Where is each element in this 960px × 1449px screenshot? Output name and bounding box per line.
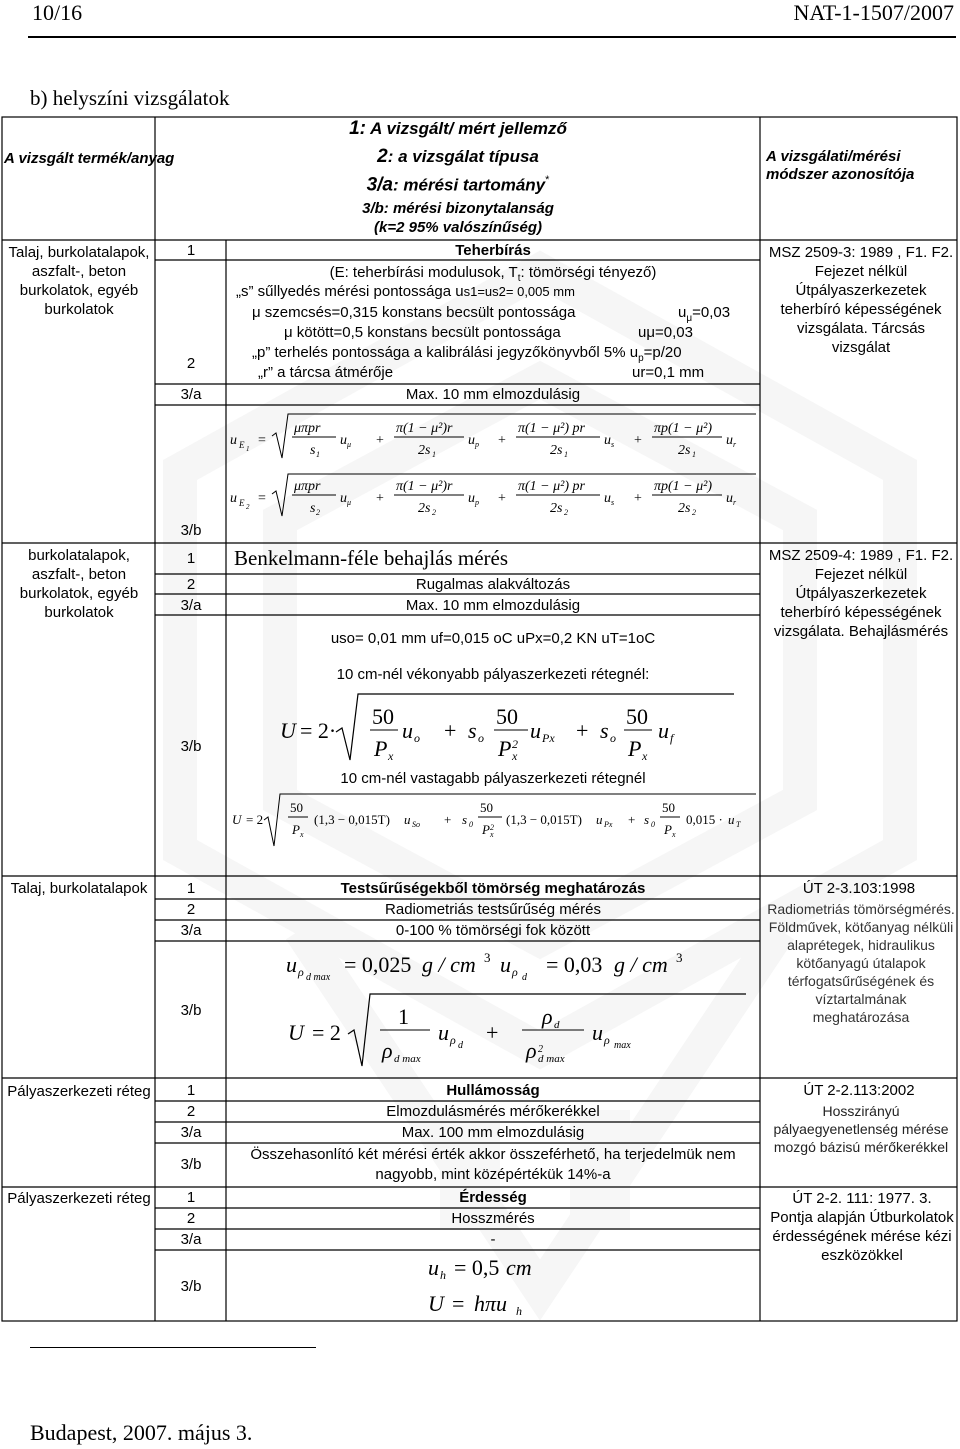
svg-text:u: u [604, 433, 611, 448]
svg-text:3: 3 [676, 950, 683, 965]
svg-text:u: u [726, 491, 733, 506]
header-product: A vizsgált termék/anyag [4, 150, 175, 167]
row-index: 3/a [180, 597, 202, 614]
svg-text:ρ: ρ [526, 1038, 537, 1063]
svg-text:u: u [468, 433, 475, 448]
svg-text:πp(1 − μ²): πp(1 − μ²) [654, 479, 713, 494]
svg-text:u: u [404, 812, 411, 827]
range-value: Max. 100 mm elmozdulásig [401, 1124, 585, 1141]
svg-text:50: 50 [496, 704, 518, 729]
svg-text:+: + [576, 718, 589, 743]
svg-text:μ: μ [347, 498, 352, 507]
svg-text:2: 2 [512, 737, 518, 751]
svg-text:d max: d max [306, 972, 331, 983]
svg-text:0,015 ·: 0,015 · [686, 812, 723, 827]
svg-text:= 0,025: = 0,025 [344, 952, 412, 977]
characteristic-label: Testsűrűségekből tömörség meghatározás [340, 880, 646, 897]
svg-text:1: 1 [398, 1004, 409, 1029]
svg-text:s: s [462, 812, 468, 827]
footer-place-date: Budapest, 2007. május 3. [30, 1420, 253, 1445]
characteristic-label: Hullámosság [446, 1082, 540, 1099]
r-diameter-value: ur=0,1 mm [632, 364, 705, 381]
r-diameter-line: „r” a tárcsa átmérője [258, 364, 394, 381]
method-cell: ÚT 2-2.113:2002 [803, 1082, 915, 1099]
svg-text:u: u [438, 1020, 449, 1045]
header-confidence: (k=2 95% valószínűség) [374, 219, 542, 236]
svg-text:+: + [634, 433, 642, 448]
svg-text:u: u [728, 812, 735, 827]
svg-text:x: x [642, 749, 648, 763]
svg-text:u: u [530, 718, 541, 743]
svg-text:p: p [475, 440, 479, 449]
row-index: 3/b [180, 1002, 202, 1019]
svg-text:u: u [596, 812, 603, 827]
mu-cohesive-value: uμ=0,03 [638, 324, 693, 341]
row-index: 2 [186, 576, 196, 593]
test-type: Hosszmérés [451, 1210, 535, 1227]
svg-text:2s: 2s [418, 501, 431, 516]
svg-text:μπpr: μπpr [294, 479, 321, 494]
svg-text:o: o [478, 731, 484, 745]
svg-text:P: P [482, 822, 490, 837]
svg-text:+: + [498, 433, 506, 448]
svg-text:So: So [412, 820, 420, 829]
svg-text:2: 2 [692, 508, 696, 517]
svg-text:h: h [516, 1304, 522, 1318]
section-title: b) helyszíni vizsgálatok [30, 86, 230, 110]
svg-text:u: u [604, 491, 611, 506]
row-index: 2 [186, 355, 196, 372]
svg-text:d max: d max [394, 1053, 421, 1065]
svg-text:0: 0 [469, 820, 473, 829]
svg-text:s: s [611, 498, 615, 507]
svg-text:2: 2 [538, 1044, 543, 1055]
row-index: 3/b [180, 1278, 202, 1295]
svg-text:2: 2 [432, 508, 436, 517]
svg-text:50: 50 [662, 800, 675, 815]
svg-text:=: = [258, 491, 266, 506]
teherbiras-note: (E: teherbírási modulusok, $T_t$: tömörségi tényező) [329, 264, 657, 284]
svg-text:ρ: ρ [298, 965, 304, 979]
svg-text:d: d [554, 1019, 560, 1031]
p-load-line: „p” terhelés pontossága a kalibrálási jegyzőkönyvből 5% $u_p=p/20$ [252, 344, 682, 364]
svg-text:u: u [230, 433, 237, 448]
range-value: Max. 10 mm elmozdulásig [405, 386, 581, 403]
thick-layer-label: 10 cm-nél vastagabb pályaszerkezeti rétegnél [340, 770, 646, 787]
svg-text:ρ: ρ [382, 1038, 393, 1063]
svg-text:50: 50 [626, 704, 648, 729]
svg-text:U: U [232, 812, 242, 827]
input-uncertainties: uso= 0,01 mm uf=0,015 oC uPx=0,2 KN uT=1oC [330, 630, 656, 647]
range-value: - [490, 1231, 496, 1248]
svg-text:d: d [522, 972, 527, 983]
method-description: Hosszirányú pályaegyenetlenség mérése mozgó bázisú mérőkerékkel [773, 1103, 949, 1155]
svg-text:u: u [592, 1020, 603, 1045]
svg-text:f: f [670, 731, 674, 745]
mu-granular-line: μ szemcsés=0,315 konstans becsült pontossága [252, 304, 576, 321]
svg-text:ρ: ρ [450, 1033, 456, 1047]
product-cell: burkolatalapok, aszfalt-, beton burkolatok, egyéb burkolatok [19, 547, 139, 621]
uncertainty-formula-density [280, 942, 750, 1074]
svg-text:u: u [340, 491, 347, 506]
svg-text:x: x [672, 830, 676, 839]
svg-text:s: s [310, 501, 316, 516]
svg-text:U: U [288, 1020, 304, 1045]
mu-cohesive-line: μ kötött=0,5 konstans becsült pontossága [284, 324, 561, 341]
svg-text:+: + [486, 1020, 499, 1045]
svg-text:2s: 2s [678, 501, 691, 516]
method-cell: MSZ 2509-4: 1989 , F1. F2. Fejezet nélkül Útpályaszerkezetek teherbíró képességének vizsgálata. Behajlásmérés [768, 547, 954, 640]
test-type: Rugalmas alakváltozás [415, 576, 571, 593]
svg-text:1: 1 [432, 450, 436, 459]
svg-text:= 2: = 2 [246, 812, 264, 827]
svg-text:T: T [736, 820, 741, 829]
row-index: 3/a [180, 922, 202, 939]
svg-text:s: s [468, 718, 477, 743]
page-number: 10/16 [32, 0, 83, 25]
svg-text:1: 1 [246, 445, 250, 453]
svg-text:P: P [498, 736, 512, 761]
svg-text:u: u [286, 952, 297, 977]
header-range: 3/a: mérési tartomány* [366, 174, 550, 196]
uncertainty-formula-e1-e2 [228, 406, 758, 524]
svg-text:u: u [340, 433, 347, 448]
svg-text:u: u [726, 433, 733, 448]
svg-text:x: x [300, 830, 304, 839]
svg-text:u: u [468, 491, 475, 506]
product-cell: Pályaszerkezeti réteg [7, 1190, 151, 1207]
uncertainty-text: Összehasonlító két mérési érték akkor összeférhető, ha terjedelmük nem nagyobb, mint középértékük 14%-a [250, 1146, 736, 1183]
range-value: Max. 10 mm elmozdulásig [405, 597, 581, 614]
svg-text:x: x [388, 749, 394, 763]
svg-text:2s: 2s [550, 443, 563, 458]
characteristic-label: Teherbírás [455, 242, 531, 259]
svg-text:2s: 2s [550, 501, 563, 516]
header-characteristic: 1: A vizsgált/ mért jellemző [349, 118, 567, 139]
svg-text:3: 3 [484, 950, 491, 965]
svg-text:E: E [239, 440, 245, 450]
mu-granular-value: $u_\mu=0,03$ [678, 304, 731, 324]
product-cell: Pályaszerkezeti réteg [7, 1083, 151, 1100]
svg-text:+: + [376, 491, 384, 506]
test-type: Radiometriás testsűrűség mérés [385, 901, 601, 918]
svg-text:d max: d max [538, 1053, 565, 1065]
svg-text:u: u [658, 718, 669, 743]
svg-text:ρ: ρ [512, 965, 518, 979]
svg-text:π(1 − μ²) pr: π(1 − μ²) pr [518, 421, 585, 436]
row-index: 1 [186, 1189, 196, 1206]
svg-text:u: u [230, 491, 237, 506]
svg-text:= 0,03: = 0,03 [546, 952, 603, 977]
svg-text:(1,3 − 0,015T): (1,3 − 0,015T) [506, 812, 582, 827]
svg-text:P: P [292, 822, 300, 837]
svg-text:u: u [428, 1255, 439, 1280]
svg-text:g / cm: g / cm [614, 952, 668, 977]
svg-text:x: x [490, 830, 494, 839]
svg-text:hπu: hπu [474, 1291, 508, 1316]
product-cell: Talaj, burkolatalapok [10, 880, 148, 897]
method-description: Radiometriás tömörségmérés. Földművek, kötőanyag nélküli alaprétegek, hidraulikus kötőanyagú útalapok térfogatsűrűségének és víztartalmának meghatározása [767, 901, 955, 1025]
row-index: 1 [186, 1082, 196, 1099]
svg-text:P: P [374, 736, 388, 761]
row-index: 3/a [180, 1124, 202, 1141]
s-precision-line: „s” sűllyedés mérési pontossága us1=us2= 0,005 mm [236, 283, 575, 300]
svg-text:d: d [458, 1040, 463, 1051]
svg-text:cm: cm [506, 1255, 532, 1280]
thin-layer-label: 10 cm-nél vékonyabb pályaszerkezeti rétegnél: [336, 666, 650, 683]
footnote-divider [30, 1347, 316, 1348]
header-method: A vizsgálati/mérési módszer azonosítója [766, 148, 915, 183]
svg-text:(1,3 − 0,015T): (1,3 − 0,015T) [314, 812, 390, 827]
svg-text:s: s [310, 443, 316, 458]
header-uncertainty: 3/b: mérési bizonytalanság [362, 200, 554, 217]
row-index: 2 [186, 1103, 196, 1120]
row-index: 3/a [180, 1231, 202, 1248]
svg-text:50: 50 [480, 800, 493, 815]
range-value: 0-100 % tömörségi fok között [395, 922, 591, 939]
svg-text:= 2: = 2 [312, 1020, 341, 1045]
svg-text:s: s [644, 812, 650, 827]
svg-text:u: u [500, 952, 511, 977]
svg-text:E: E [239, 498, 245, 508]
svg-text:Px: Px [542, 731, 555, 745]
svg-text:= 0,5: = 0,5 [454, 1255, 500, 1280]
svg-text:2s: 2s [418, 443, 431, 458]
method-cell: ÚT 2-3.103:1998 [802, 880, 916, 897]
svg-text:+: + [444, 812, 452, 827]
svg-text:Px: Px [604, 820, 613, 829]
svg-text:x: x [512, 749, 518, 763]
svg-text:2: 2 [246, 503, 250, 511]
svg-text:P: P [664, 822, 672, 837]
svg-text:1: 1 [564, 450, 568, 459]
svg-text:ρ: ρ [604, 1033, 610, 1047]
row-index: 1 [186, 880, 196, 897]
svg-text:s: s [600, 718, 609, 743]
svg-text:h: h [440, 1268, 446, 1282]
row-index: 2 [186, 1210, 196, 1227]
svg-text:o: o [610, 731, 616, 745]
svg-text:2: 2 [316, 508, 320, 517]
svg-text:π(1 − μ²)r: π(1 − μ²)r [396, 421, 453, 436]
svg-text:+: + [628, 812, 636, 827]
svg-text:r: r [733, 440, 737, 449]
row-index: 3/b [180, 738, 202, 755]
svg-text:+: + [498, 491, 506, 506]
svg-text:U: U [428, 1291, 444, 1316]
svg-text:= 2·: = 2· [300, 718, 337, 743]
svg-text:2: 2 [564, 508, 568, 517]
svg-text:g / cm: g / cm [422, 952, 476, 977]
uncertainty-formula-thin [276, 688, 736, 768]
svg-text:π(1 − μ²)r: π(1 − μ²)r [396, 479, 453, 494]
svg-text:1: 1 [316, 450, 320, 459]
svg-text:0: 0 [651, 820, 655, 829]
row-index: 3/b [180, 1156, 202, 1173]
svg-text:μπpr: μπpr [294, 421, 321, 436]
row-index: 3/a [180, 386, 202, 403]
svg-text:r: r [733, 498, 737, 507]
method-cell: MSZ 2509-3: 1989 , F1. F2. Fejezet nélkül Útpályaszerkezetek teherbíró képességének vizsgálata. Tárcsás vizsgálat [768, 244, 954, 356]
svg-text:50: 50 [290, 800, 303, 815]
svg-text:2: 2 [490, 823, 494, 832]
method-cell: ÚT 2-2. 111: 1977. 3. Pontja alapján Útburkolatok érdességének mérése kézi eszközökkel [770, 1190, 954, 1264]
test-type: Elmozdulásmérés mérőkerékkel [386, 1103, 600, 1120]
row-index: 1 [186, 242, 196, 259]
document-id: NAT-1-1507/2007 [793, 0, 954, 25]
uncertainty-formula-thick [230, 790, 758, 854]
row-index: 2 [186, 901, 196, 918]
svg-text:1: 1 [692, 450, 696, 459]
svg-text:2s: 2s [678, 443, 691, 458]
svg-text:s: s [611, 440, 615, 449]
header-divider [28, 36, 956, 38]
svg-text:50: 50 [372, 704, 394, 729]
product-cell: Talaj, burkolatalapok, aszfalt-, beton burkolatok, egyéb burkolatok [8, 244, 150, 318]
svg-text:U: U [280, 718, 296, 743]
svg-text:+: + [376, 433, 384, 448]
svg-text:μ: μ [347, 440, 352, 449]
svg-text:o: o [414, 731, 420, 745]
svg-text:max: max [614, 1040, 631, 1051]
characteristic-label: Érdesség [459, 1189, 527, 1206]
svg-text:ρ: ρ [542, 1004, 553, 1029]
svg-text:u: u [402, 718, 413, 743]
header-test-type: 2: a vizsgálat típusa [377, 146, 539, 167]
svg-text:=: = [258, 433, 266, 448]
svg-text:+: + [444, 718, 457, 743]
svg-text:=: = [452, 1291, 465, 1316]
svg-text:p: p [475, 498, 479, 507]
row-index: 1 [186, 550, 196, 567]
svg-text:P: P [628, 736, 642, 761]
row-index: 3/b [180, 522, 202, 539]
characteristic-label: Benkelmann-féle behajlás mérés [234, 546, 509, 570]
uncertainty-formula-roughness [420, 1251, 620, 1319]
svg-text:πp(1 − μ²): πp(1 − μ²) [654, 421, 713, 436]
svg-text:π(1 − μ²) pr: π(1 − μ²) pr [518, 479, 585, 494]
svg-text:+: + [634, 491, 642, 506]
